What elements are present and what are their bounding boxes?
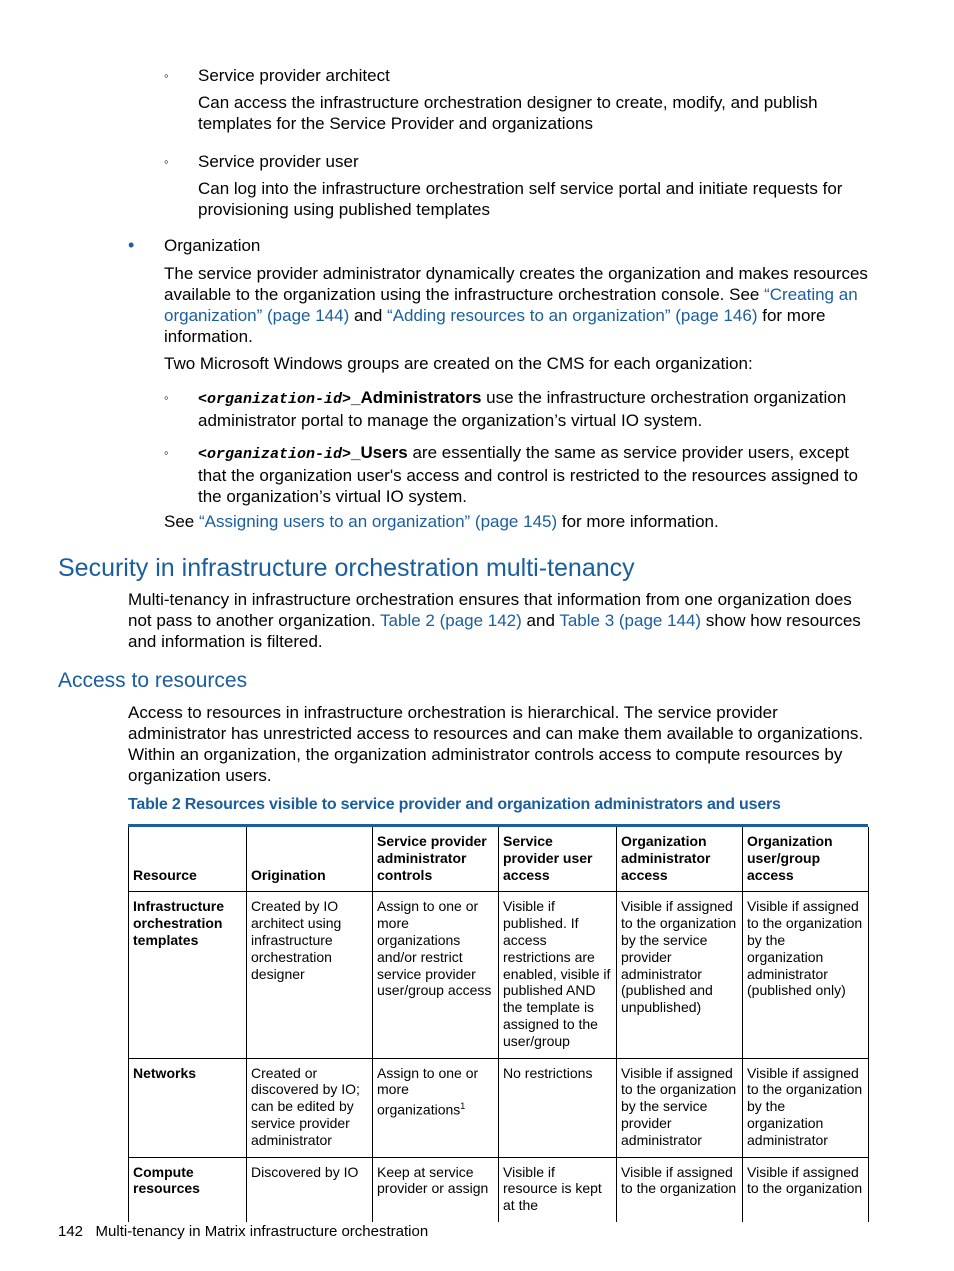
sub-bullet-icon: ◦	[164, 68, 169, 83]
table-cell: Created or discovered by IO; can be edited by service provider administrator	[247, 1058, 373, 1157]
table-header-cell: Organization user/group access	[743, 827, 869, 892]
table-cell: Visible if assigned to the organization by the organization administrator	[743, 1058, 869, 1157]
table-cell: Visible if assigned to the organization	[743, 1157, 869, 1222]
table-row	[129, 1058, 869, 1157]
table2-link[interactable]: Table 2 (page 142)	[380, 611, 522, 630]
table-cell: No restrictions	[499, 1058, 617, 1157]
sub-bullet-title: Service provider user	[198, 152, 359, 171]
sub-bullet-desc: Can log into the infrastructure orchestration self service portal and initiate requests for provisioning using published templates	[198, 179, 843, 219]
table-cell: Visible if assigned to the organization by the service provider administrator	[617, 1058, 743, 1157]
administrators-group: <organization-id>_Administrators use the infrastructure orchestration organization administrator portal to manage the organization’s virtual IO system.	[198, 388, 847, 430]
table-cell: Compute resources	[129, 1157, 247, 1222]
table-cell: Visible if assigned to the organization by the organization administrator (published only)	[743, 892, 869, 1058]
sub-bullet-icon: ◦	[164, 154, 169, 169]
sub-bullet-desc: Can access the infrastructure orchestration designer to create, modify, and publish templates for the Service Provider and organizations	[198, 93, 818, 133]
organization-title: Organization	[164, 236, 261, 255]
table-cell: Networks	[129, 1058, 247, 1157]
table-header-cell: Service provider user access	[499, 827, 617, 892]
table-row	[129, 1157, 869, 1222]
table-caption: Table 2 Resources visible to service provider and organization administrators and users	[128, 796, 781, 813]
access-paragraph: Access to resources in infrastructure orchestration is hierarchical. The service provider administrator has unrestricted access to resources and can make them available to organizations. Within an organization, the organization administrator controls access to compute resources by organization users.	[128, 703, 864, 785]
table3-link[interactable]: Table 3 (page 144)	[559, 611, 702, 630]
creating-organization-link[interactable]: “Creating an organization” (page 144)	[164, 285, 858, 325]
sub-bullet-icon: ◦	[164, 445, 169, 460]
chapter-title: Multi-tenancy in Matrix infrastructure orchestration	[95, 1223, 429, 1240]
resources-table	[128, 827, 869, 1222]
table-header-cell: Origination	[247, 827, 373, 892]
table-cell: Discovered by IO	[247, 1157, 373, 1222]
table-cell: Visible if assigned to the organization	[617, 1157, 743, 1222]
table-cell: Visible if resource is kept at the	[499, 1157, 617, 1222]
table-cell: Infrastructure orchestration templates	[129, 892, 247, 1058]
table-cell: Assign to one or more organizations$^1$	[373, 1058, 499, 1157]
organization-paragraph: The service provider administrator dynamically creates the organization and makes resources available to the organization using the infrastructure orchestration console. See “Creating an organization” (page 144) and “Adding resources to an organization” (page 146) for more information.	[164, 264, 868, 346]
table-header-cell: Resource	[129, 827, 247, 892]
table-cell: Keep at service provider or assign	[373, 1157, 499, 1222]
security-heading: Security in infrastructure orchestration multi-tenancy	[58, 554, 635, 582]
resources-table-wrapper	[128, 824, 868, 1214]
see-more: See “Assigning users to an organization” (page 145) for more information.	[164, 512, 719, 531]
footnote-mark: 1	[460, 1101, 466, 1112]
table-row	[129, 892, 869, 1058]
users-group: <organization-id>_Users are essentially the same as service provider users, except that the organization user's access and control is restricted to the resources assigned to the organization’s virtual IO system.	[198, 443, 858, 506]
bullet-icon: •	[128, 235, 135, 255]
table-cell: Visible if assigned to the organization by the service provider administrator (published and unpublished)	[617, 892, 743, 1058]
sub-bullet-icon: ◦	[164, 390, 169, 405]
sub-bullet-title: Service provider architect	[198, 66, 390, 85]
table-cell: Created by IO architect using infrastructure orchestration designer	[247, 892, 373, 1058]
table-cell: Visible if published. If access restrictions are enabled, visible if published AND the template is assigned to the user/group	[499, 892, 617, 1058]
adding-resources-link[interactable]: “Adding resources to an organization” (page 146)	[387, 306, 758, 325]
page-number: 142	[58, 1223, 84, 1240]
table-header-cell: Organization administrator access	[617, 827, 743, 892]
table-header-row	[129, 827, 869, 892]
access-heading: Access to resources	[58, 669, 248, 692]
assigning-users-link[interactable]: “Assigning users to an organization” (page 145)	[198, 512, 558, 531]
groups-intro: Two Microsoft Windows groups are created on the CMS for each organization:	[164, 354, 753, 373]
table-cell: Assign to one or more organizations and/or restrict service provider user/group access	[373, 892, 499, 1058]
security-paragraph: Multi-tenancy in infrastructure orchestration ensures that information from one organization does not pass to another organization. Table 2 (page 142) and Table 3 (page 144) show how resources and information is filtered.	[128, 590, 861, 651]
table-header-cell: Service provider administrator controls	[373, 827, 499, 892]
page-footer	[58, 1223, 428, 1240]
